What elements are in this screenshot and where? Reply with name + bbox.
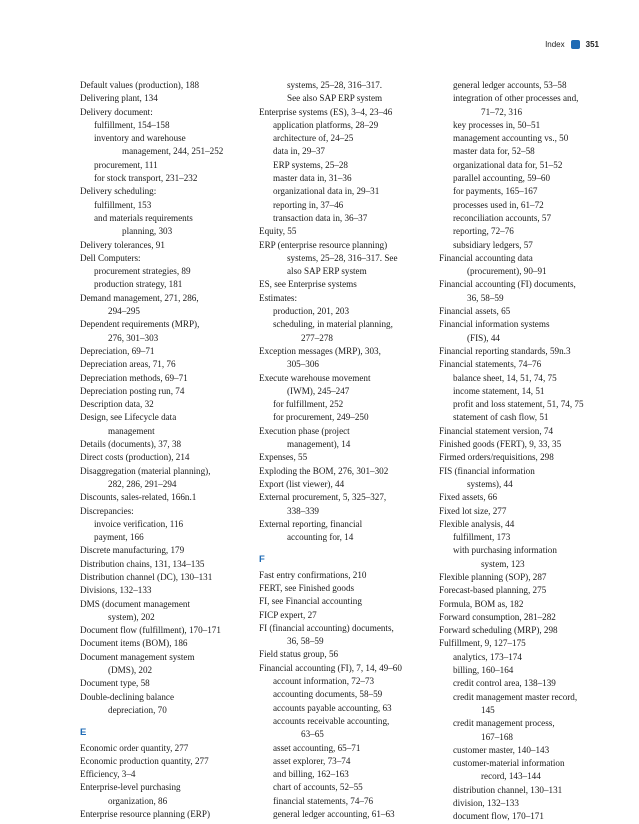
index-entry: Execute warehouse movement — [259, 372, 371, 383]
index-subentry: for stock transport, 231–232 — [94, 173, 198, 184]
index-entry: Default values (production), 188 — [80, 80, 200, 90]
index-entry: Enterprise resource planning (ERP) — [80, 809, 210, 820]
index-subentry: integration of other processes and, — [453, 93, 579, 104]
index-entry: ERP (enterprise resource planning) — [259, 239, 388, 250]
index-subentry: for fulfillment, 252 — [273, 399, 344, 410]
index-entry-continuation: 277–278 — [301, 332, 333, 343]
index-subentry: customer-material information — [453, 758, 565, 769]
index-entry-continuation: (FIS), 44 — [467, 332, 500, 343]
index-entry: Financial information systems — [439, 319, 550, 330]
index-entry-continuation: planning, 303 — [122, 226, 173, 237]
page-number: 351 — [585, 39, 599, 49]
index-entry: FERT, see Finished goods — [259, 582, 355, 593]
index-subentry: accounting documents, 58–59 — [273, 689, 383, 700]
index-subentry: customer master, 140–143 — [453, 744, 550, 755]
index-subentry: reporting, 72–76 — [453, 226, 514, 237]
index-entry: Document flow (fulfillment), 170–171 — [80, 625, 221, 636]
index-entry: Depreciation posting run, 74 — [80, 385, 185, 396]
index-entry: Demand management, 271, 286, — [80, 292, 199, 303]
index-entry: Expenses, 55 — [259, 452, 308, 463]
index-entry: Discrepancies: — [80, 505, 134, 516]
index-entry: Distribution channel (DC), 130–131 — [80, 571, 213, 582]
index-subentry: statement of cash flow, 51 — [453, 412, 549, 423]
index-subentry: organizational data in, 29–31 — [273, 186, 380, 197]
index-entry-continuation: 145 — [481, 704, 495, 715]
index-subentry: accounts payable accounting, 63 — [273, 702, 392, 713]
index-entry: Financial reporting standards, 59n.3 — [439, 345, 571, 356]
index-entry: Distribution chains, 131, 134–135 — [80, 558, 205, 569]
index-subentry: financial statements, 74–76 — [273, 795, 374, 806]
index-column-1 — [80, 79, 262, 821]
index-subentry: credit management process, — [453, 718, 555, 729]
index-entry: FIS (financial information — [439, 465, 535, 476]
index-subentry: and materials requirements — [94, 212, 193, 223]
index-entry: Direct costs (production), 214 — [80, 452, 190, 463]
index-entry: Delivery scheduling: — [80, 186, 157, 197]
index-subentry: account information, 72–73 — [273, 676, 375, 687]
index-entry-continuation: 305–306 — [287, 359, 319, 370]
running-header — [545, 37, 599, 51]
index-column-2 — [259, 79, 449, 821]
index-entry-continuation: system), 202 — [108, 611, 155, 622]
index-subentry: reconciliation accounts, 57 — [453, 212, 552, 223]
index-entry: Economic order quantity, 277 — [80, 742, 189, 753]
index-entry: Efficiency, 3–4 — [80, 769, 136, 780]
index-entry-continuation: 63–65 — [301, 729, 324, 740]
index-subentry: architecture of, 24–25 — [273, 133, 354, 144]
index-subentry: procurement strategies, 89 — [94, 266, 191, 277]
index-entry-continuation: management — [108, 425, 155, 436]
index-entry: Firmed orders/requisitions, 298 — [439, 452, 554, 463]
index-entry: Execution phase (project — [259, 425, 350, 436]
index-entry: Field status group, 56 — [259, 649, 339, 660]
index-subentry: transaction data in, 36–37 — [273, 212, 368, 223]
index-subentry: ERP systems, 25–28 — [273, 159, 348, 170]
index-entry-continuation: 338–339 — [287, 505, 319, 516]
index-entry-continuation: See also SAP ERP system — [287, 93, 383, 104]
index-entry: FI (financial accounting) documents, — [259, 622, 394, 633]
index-subentry: chart of accounts, 52–55 — [273, 782, 363, 793]
index-entry: Dell Computers: — [80, 252, 141, 263]
index-subentry: invoice verification, 116 — [94, 518, 184, 529]
index-entry: Enterprise systems (ES), 3–4, 23–46 — [259, 106, 393, 117]
index-entry: Financial accounting (FI) documents, — [439, 279, 576, 290]
index-subentry: billing, 160–164 — [453, 665, 514, 676]
index-entry: Finished goods (FERT), 9, 33, 35 — [439, 439, 562, 450]
index-entry: Forward consumption, 281–282 — [439, 611, 556, 622]
index-subentry: general ledger accounts, 53–58 — [453, 80, 567, 90]
index-subentry: parallel accounting, 59–60 — [453, 173, 551, 184]
index-subentry: profit and loss statement, 51, 74, 75 — [453, 399, 584, 410]
index-entry: Delivery document: — [80, 106, 153, 117]
index-subentry: income statement, 14, 51 — [453, 385, 545, 396]
index-entry-continuation: 36, 58–59 — [467, 292, 504, 303]
index-entry: Financial statement version, 74 — [439, 425, 554, 436]
index-entry: Equity, 55 — [259, 226, 297, 237]
index-entry: Fixed lot size, 277 — [439, 505, 507, 516]
index-subentry: division, 132–133 — [453, 798, 519, 809]
index-entry-continuation: 167–168 — [481, 731, 513, 742]
index-subentry: with purchasing information — [453, 545, 557, 556]
index-entry-continuation: record, 143–144 — [481, 771, 541, 782]
index-entry: Document management system — [80, 651, 195, 662]
index-subentry: master data for, 52–58 — [453, 146, 535, 157]
index-entry-continuation: 282, 286, 291–294 — [108, 478, 177, 489]
index-entry-continuation: (procurement), 90–91 — [467, 266, 547, 277]
index-entry-continuation: 36, 58–59 — [287, 636, 324, 647]
index-subentry: document flow, 170–171 — [453, 811, 544, 822]
index-subentry: fulfillment, 154–158 — [94, 119, 170, 130]
index-entry: Exception messages (MRP), 303, — [259, 345, 381, 356]
index-entry: Financial accounting data — [439, 252, 533, 263]
header-marker-icon — [571, 40, 580, 49]
index-entry: Delivery tolerances, 91 — [80, 239, 165, 250]
index-subentry: production strategy, 181 — [94, 279, 183, 290]
index-subentry: asset accounting, 65–71 — [273, 742, 361, 753]
index-subentry: inventory and warehouse — [94, 133, 186, 144]
index-entry: Estimates: — [259, 292, 298, 303]
index-subentry: and billing, 162–163 — [273, 769, 349, 780]
index-entry: Disaggregation (material planning), — [80, 465, 211, 476]
index-entry: Financial accounting (FI), 7, 14, 49–60 — [259, 662, 402, 673]
index-entry: Details (documents), 37, 38 — [80, 439, 182, 450]
index-entry-continuation: accounting for, 14 — [287, 532, 354, 543]
index-entry-continuation: systems, 25–28, 316–317. See — [287, 252, 398, 263]
index-subentry: distribution channel, 130–131 — [453, 784, 563, 795]
index-subentry: analytics, 173–174 — [453, 651, 522, 662]
index-entry-continuation: 71–72, 316 — [481, 106, 523, 117]
index-subentry: credit management master record, — [453, 691, 578, 702]
index-subentry: asset explorer, 73–74 — [273, 755, 351, 766]
index-entry: Dependent requirements (MRP), — [80, 319, 200, 330]
index-entry: Delivering plant, 134 — [80, 93, 158, 104]
index-subentry: management accounting vs., 50 — [453, 133, 569, 144]
index-entry: Economic production quantity, 277 — [80, 755, 209, 766]
index-entry: Fixed assets, 66 — [439, 492, 498, 503]
index-entry: Flexible planning (SOP), 287 — [439, 571, 547, 582]
index-subentry: procurement, 111 — [94, 159, 158, 170]
index-subentry: processes used in, 61–72 — [453, 199, 544, 210]
index-entry-continuation: (DMS), 202 — [108, 665, 153, 676]
index-subentry: master data in, 31–36 — [273, 173, 352, 184]
index-subentry: key processes in, 50–51 — [453, 119, 541, 130]
index-subentry: organizational data for, 51–52 — [453, 159, 563, 170]
index-entry-continuation: 294–295 — [108, 306, 140, 317]
index-entry: FICP expert, 27 — [259, 609, 317, 620]
index-subentry: accounts receivable accounting, — [273, 715, 390, 726]
index-entry-continuation: (IWM), 245–247 — [287, 385, 350, 396]
index-entry: Depreciation areas, 71, 76 — [80, 359, 176, 370]
index-entry: Formula, BOM as, 182 — [439, 598, 524, 609]
index-entry: External reporting, financial — [259, 518, 363, 529]
index-subentry: subsidiary ledgers, 57 — [453, 239, 533, 250]
index-entry: Exploding the BOM, 276, 301–302 — [259, 465, 389, 476]
index-subentry: scheduling, in material planning, — [273, 319, 393, 330]
index-entry: Enterprise-level purchasing — [80, 782, 181, 793]
index-subentry: data in, 29–37 — [273, 146, 325, 157]
index-subentry: balance sheet, 14, 51, 74, 75 — [453, 372, 557, 383]
index-entry: Divisions, 132–133 — [80, 585, 152, 596]
index-entry: Financial statements, 74–76 — [439, 359, 542, 370]
index-entry-continuation: system, 123 — [481, 558, 525, 569]
index-entry: Fast entry confirmations, 210 — [259, 569, 367, 580]
index-entry: Financial assets, 65 — [439, 306, 511, 317]
index-subentry: application platforms, 28–29 — [273, 119, 379, 130]
index-subentry: for payments, 165–167 — [453, 186, 538, 197]
index-entry: External procurement, 5, 325–327, — [259, 492, 387, 503]
index-column-3 — [439, 79, 639, 824]
index-entry: Description data, 32 — [80, 399, 154, 410]
index-entry: Forward scheduling (MRP), 298 — [439, 625, 558, 636]
index-entry-continuation: systems), 44 — [467, 478, 513, 489]
index-entry-continuation: also SAP ERP system — [287, 266, 367, 277]
section-letter: F — [259, 554, 265, 566]
index-entry: Document type, 58 — [80, 678, 150, 689]
index-subentry: fulfillment, 153 — [94, 199, 152, 210]
index-entry: Forecast-based planning, 275 — [439, 585, 547, 596]
index-subentry: credit control area, 138–139 — [453, 678, 556, 689]
index-subentry: payment, 166 — [94, 532, 144, 543]
index-entry: DMS (document management — [80, 598, 190, 609]
index-entry: Document items (BOM), 186 — [80, 638, 188, 649]
index-subentry: reporting in, 37–46 — [273, 199, 344, 210]
index-subentry: for procurement, 249–250 — [273, 412, 369, 423]
index-entry-continuation: depreciation, 70 — [108, 704, 167, 715]
index-entry-continuation: management), 14 — [287, 439, 351, 450]
index-entry: Discrete manufacturing, 179 — [80, 545, 185, 556]
index-entry: Export (list viewer), 44 — [259, 478, 345, 489]
index-subentry: general ledger accounting, 61–63 — [273, 809, 395, 820]
index-entry-continuation: 276, 301–303 — [108, 332, 159, 343]
index-entry: Double-declining balance — [80, 691, 174, 702]
index-entry: Depreciation methods, 69–71 — [80, 372, 188, 383]
index-entry-continuation: organization, 86 — [108, 795, 168, 806]
index-entry: Fulfillment, 9, 127–175 — [439, 638, 526, 649]
index-entry: Discounts, sales-related, 166n.1 — [80, 492, 197, 503]
index-entry: Flexible analysis, 44 — [439, 518, 515, 529]
index-entry: FI, see Financial accounting — [259, 596, 362, 607]
index-entry-continuation: systems, 25–28, 316–317. — [287, 80, 383, 90]
index-entry: Depreciation, 69–71 — [80, 345, 155, 356]
index-entry: ES, see Enterprise systems — [259, 279, 357, 290]
index-subentry: production, 201, 203 — [273, 306, 350, 317]
index-entry-continuation: management, 244, 251–252 — [122, 146, 224, 157]
index-subentry: fulfillment, 173 — [453, 532, 511, 543]
index-entry: Design, see Lifecycle data — [80, 412, 177, 423]
section-letter: E — [80, 727, 87, 739]
header-section-label: Index — [545, 39, 565, 49]
